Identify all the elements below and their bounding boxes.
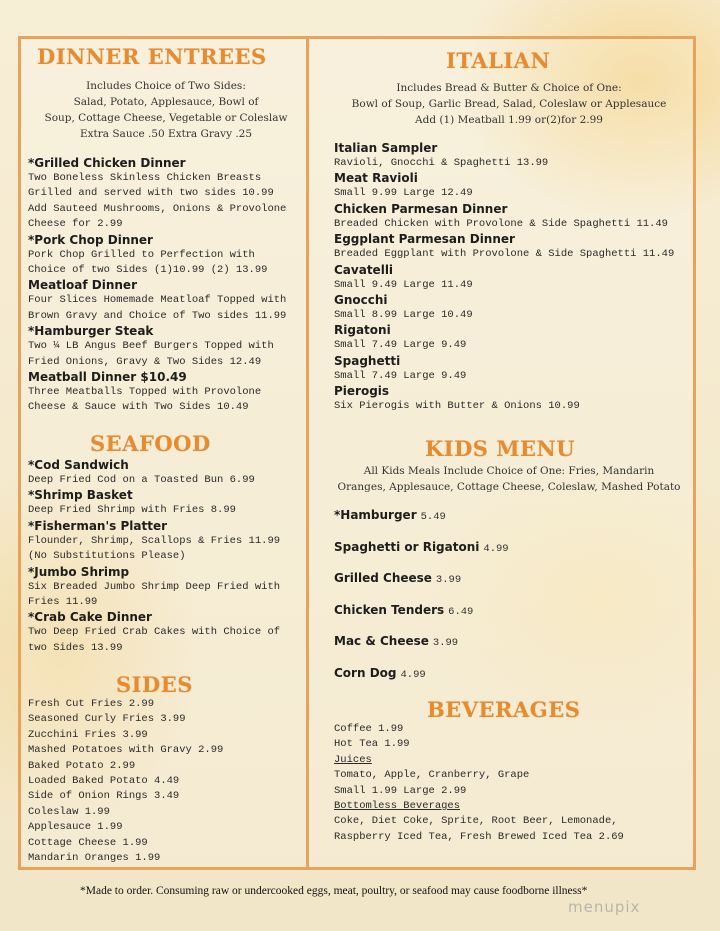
beverages-list [334, 722, 698, 845]
juices-label: Juices [334, 753, 372, 766]
menu-item-title: *Cod Sandwich [28, 458, 129, 472]
list-item: Zucchini Fries 3.99 [28, 728, 148, 741]
menu-item: *Pork Chop Dinner Pork Chop Grilled to Perfection with Choice of two Sides (1)10.99 (2) 13.99 [28, 233, 304, 279]
list-item: Corn Dog 4.99 [334, 665, 426, 681]
footer-disclaimer: *Made to order. Consuming raw or undercooked eggs, meat, poultry, or seafood may cause foodborne illness* [80, 885, 588, 897]
menu-item-title: *Shrimp Basket [28, 488, 133, 503]
seafood-heading: SEAFOOD [90, 431, 211, 456]
kids-menu-intro: All Kids Meals Include Choice of One: Fries, Mandarin Oranges, Applesauce, Cottage Cheese, Coleslaw, Mashed Potato [337, 465, 681, 493]
list-item: Tomato, Apple, Cranberry, Grape [334, 769, 530, 782]
italian-intro: Includes Bread & Butter & Choice of One: Bowl of Soup, Garlic Bread, Salad, Coleslaw or Applesauce Add (1) Meatball 1.99 or(2)for 2.99 [351, 82, 667, 126]
menu-item-title: *Pork Chop Dinner [28, 232, 153, 247]
menu-item-title: Italian Sampler [334, 141, 438, 155]
sides-list [28, 697, 304, 866]
menu-item: Rigatoni Small 7.49 Large 9.49 [334, 323, 698, 353]
kids-menu-list [334, 508, 698, 697]
menu-item: *Grilled Chicken Dinner Two Boneless Skinless Chicken Breasts Grilled and served with two sides 10.99 Add Sauteed Mushrooms, Onions & Provolone Cheese for 2.99 [28, 156, 304, 233]
menu-item-title: *Jumbo Shrimp [28, 564, 130, 579]
list-item: Seasoned Curly Fries 3.99 [28, 713, 186, 726]
dinner-entrees-heading: DINNER ENTREES [37, 44, 267, 69]
column-divider [306, 36, 309, 870]
menu-item: Chicken Parmesan Dinner Breaded Chicken with Provolone & Side Spaghetti 11.49 [334, 202, 698, 232]
list-item: *Hamburger 5.49 [334, 508, 446, 523]
italian-list [334, 141, 698, 415]
menu-item: Meat Ravioli Small 9.99 Large 12.49 [334, 171, 698, 201]
italian-heading: ITALIAN [446, 48, 551, 73]
menu-item: Italian Sampler Ravioli, Gnocchi & Spaghetti 13.99 [334, 141, 698, 171]
dinner-entrees-intro: Includes Choice of Two Sides: Salad, Potato, Applesauce, Bowl of Soup, Cottage Cheese, Vegetable or Coleslaw Extra Sauce .50 Extra Gravy .25 [44, 80, 288, 140]
bottomless-label: Bottomless Beverages [334, 800, 461, 813]
list-item: Small 1.99 Large 2.99 [334, 784, 467, 797]
menu-item: Eggplant Parmesan Dinner Breaded Eggplant with Provolone & Side Spaghetti 11.49 [334, 232, 698, 262]
menu-item: Cavatelli Small 9.49 Large 11.49 [334, 263, 698, 293]
list-item: Coffee 1.99 [334, 723, 404, 735]
list-item: Baked Potato 2.99 [28, 759, 136, 772]
menu-item: *Crab Cake Dinner Two Deep Fried Crab Cakes with Choice of two Sides 13.99 [28, 610, 304, 656]
sides-heading: SIDES [116, 672, 193, 697]
menu-item: Pierogis Six Pierogis with Butter & Onions 10.99 [334, 384, 698, 414]
menu-item-title: Eggplant Parmesan Dinner [334, 232, 515, 247]
list-item: Cottage Cheese 1.99 [28, 836, 148, 849]
menu-item-title: Meat Ravioli [334, 171, 418, 186]
list-item: Mashed Potatoes with Gravy 2.99 [28, 744, 224, 757]
menu-item-title: Gnocchi [334, 293, 388, 308]
kids-menu-heading: KIDS MENU [425, 436, 576, 461]
menu-item-title: Rigatoni [334, 323, 391, 338]
menu-item-title: Spaghetti [334, 353, 401, 368]
menu-item-title: Chicken Parmesan Dinner [334, 201, 508, 216]
menu-item: Gnocchi Small 8.99 Large 10.49 [334, 293, 698, 323]
list-item: Applesauce 1.99 [28, 821, 123, 834]
menu-item-title: Cavatelli [334, 262, 394, 277]
list-item: Grilled Cheese 3.99 [334, 571, 462, 586]
list-item: Mac & Cheese 3.99 [334, 634, 459, 649]
menu-item-title: *Grilled Chicken Dinner [28, 156, 186, 170]
menu-item-title: *Fisherman's Platter [28, 518, 168, 533]
menu-item: Meatloaf Dinner Four Slices Homemade Meatloaf Topped with Brown Gravy and Choice of Two sides 11.99 [28, 278, 304, 324]
list-item: Hot Tea 1.99 [334, 738, 410, 751]
list-item: Loaded Baked Potato 4.49 [28, 775, 180, 788]
menu-item-title: *Crab Cake Dinner [28, 610, 152, 625]
menu-item: *Hamburger Steak Two ¼ LB Angus Beef Burgers Topped with Fried Onions, Gravy & Two Sides 12.49 [28, 324, 304, 370]
menu-item: *Shrimp Basket Deep Fried Shrimp with Fries 8.99 [28, 488, 304, 518]
list-item: Chicken Tenders 6.49 [334, 602, 474, 618]
menu-item: *Cod Sandwich Deep Fried Cod on a Toasted Bun 6.99 [28, 458, 304, 488]
seafood-list [28, 458, 304, 656]
list-item: Coleslaw 1.99 [28, 805, 110, 818]
list-item: Mandarin Oranges 1.99 [28, 852, 161, 865]
menu-item-title: Meatloaf Dinner [28, 278, 137, 293]
menu-item: *Jumbo Shrimp Six Breaded Jumbo Shrimp Deep Fried with Fries 11.99 [28, 565, 304, 611]
list-item: Spaghetti or Rigatoni 4.99 [334, 539, 509, 555]
beverages-heading: BEVERAGES [427, 697, 581, 722]
menu-item: *Fisherman's Platter Flounder, Shrimp, Scallops & Fries 11.99 (No Substitutions Please) [28, 519, 304, 565]
menu-item-title: Meatball Dinner $10.49 [28, 370, 187, 385]
dinner-entrees-list [28, 156, 304, 416]
menu-item-title: Pierogis [334, 384, 390, 399]
menu-item-title: *Hamburger Steak [28, 324, 154, 339]
menu-item: Meatball Dinner $10.49 Three Meatballs Topped with Provolone Cheese & Sauce with Two Sides 10.49 [28, 370, 304, 416]
list-item: Coke, Diet Coke, Sprite, Root Beer, Lemonade, [334, 815, 618, 828]
menu-item: Spaghetti Small 7.49 Large 9.49 [334, 354, 698, 384]
list-item: Raspberry Iced Tea, Fresh Brewed Iced Tea 2.69 [334, 830, 624, 843]
list-item: Fresh Cut Fries 2.99 [28, 698, 155, 710]
watermark: menupix [568, 898, 641, 916]
list-item: Side of Onion Rings 3.49 [28, 790, 180, 803]
